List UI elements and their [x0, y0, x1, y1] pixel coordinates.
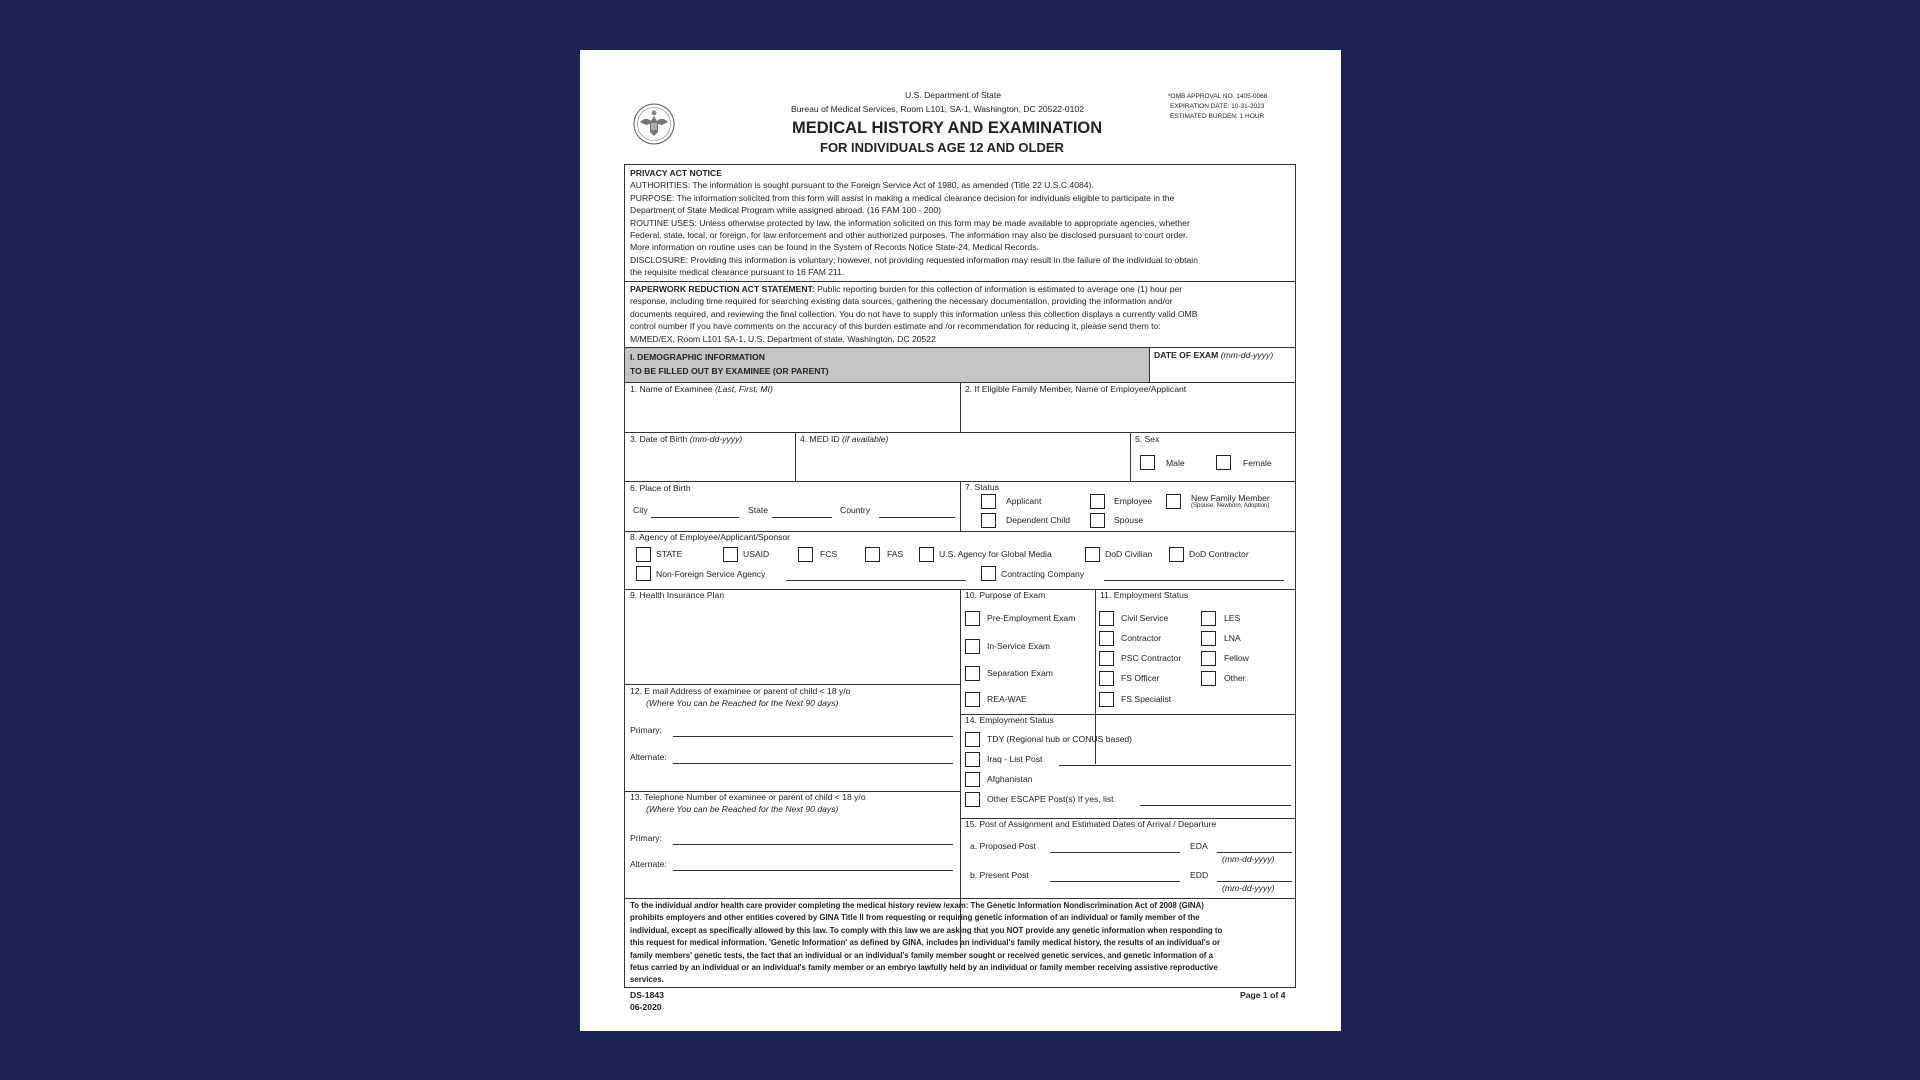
employee-name-label: 2. If Eligible Family Member, Name of Employee/Applicant [965, 384, 1187, 394]
privacy-line: ROUTINE USES: Unless otherwise protected by law, the information solicited on this form may be made available to appropriate agencies, whether [630, 217, 1190, 228]
rea-wae-checkbox[interactable] [965, 692, 980, 707]
state-input[interactable] [772, 517, 832, 518]
contractor-label: Contractor [1121, 633, 1162, 643]
spouse-checkbox[interactable] [1090, 513, 1105, 528]
privacy-act-notice [630, 167, 1290, 279]
email-alternate-input[interactable] [673, 763, 953, 764]
contractor-checkbox[interactable] [1099, 631, 1114, 646]
privacy-line: DISCLOSURE: Providing this information is voluntary; however, not providing requested information may result in the failure of the individual to obtain [630, 254, 1198, 265]
gina-line: services. [630, 975, 664, 985]
fs-officer-checkbox[interactable] [1099, 671, 1114, 686]
dependent-child-label: Dependent Child [1006, 515, 1071, 525]
paperwork-line: control number If you have comments on the accuracy of this burden estimate and /or recommendation for reducing it, please send them to: [630, 321, 1161, 332]
fellow-label: Fellow [1224, 653, 1249, 663]
paperwork-line: M/MED/EX, Room L101 SA-1, U.S. Department of state, Washington, DC 20522 [630, 333, 936, 344]
sex-label: 5. Sex [1135, 434, 1160, 444]
form-page [580, 50, 1341, 1031]
phone-alternate-input[interactable] [673, 870, 953, 871]
psc-contractor-checkbox[interactable] [1099, 651, 1114, 666]
gina-notice [630, 900, 1222, 987]
form-title: MEDICAL HISTORY AND EXAMINATION [792, 119, 1103, 137]
divider [624, 432, 1296, 433]
separation-label: Separation Exam [987, 668, 1053, 678]
fs-specialist-checkbox[interactable] [1099, 692, 1114, 707]
city-input[interactable] [651, 517, 739, 518]
post-assignment-label: 15. Post of Assignment and Estimated Dates of Arrival / Departure [965, 819, 1217, 829]
paperwork-line: response, including time required for searching existing data sources, gathering the necessary documentation, providing the information and/or [630, 296, 1173, 307]
divider [795, 432, 796, 481]
agency-fas-checkbox[interactable] [865, 547, 880, 562]
page-number: Page 1 of 4 [1240, 990, 1286, 1000]
present-post-input[interactable] [1050, 881, 1180, 882]
privacy-line: Department of State Medical Program while assigned abroad. (16 FAM 100 - 200) [630, 205, 941, 216]
status-label: 7. Status [965, 482, 999, 492]
paperwork-line: Public reporting burden for this collection of information is estimated to average one (1) hour per [817, 284, 1183, 294]
afghanistan-label: Afghanistan [987, 774, 1033, 784]
section-title: I. DEMOGRAPHIC INFORMATION [630, 352, 765, 362]
country-input[interactable] [879, 517, 955, 518]
civil-service-label: Civil Service [1121, 613, 1169, 623]
date-of-birth-label: 3. Date of Birth (mm-dd-yyyy) [630, 434, 743, 444]
non-foreign-agency-input[interactable] [786, 580, 966, 581]
in-service-label: In-Service Exam [987, 641, 1051, 651]
form-subtitle: FOR INDIVIDUALS AGE 12 AND OLDER [820, 140, 1064, 155]
new-family-member-checkbox[interactable] [1166, 494, 1181, 509]
non-foreign-agency-checkbox[interactable] [636, 566, 651, 581]
gina-line: individual, except as specifically allowed by this law. To comply with this law we are asking that you NOT provide any genetic information when responding to [630, 925, 1223, 935]
divider [1130, 432, 1131, 481]
agency-fas-label: FAS [887, 549, 904, 559]
divider [960, 589, 961, 948]
agency-state-checkbox[interactable] [636, 547, 651, 562]
eda-format-hint: (mm-dd-yyyy) [1222, 854, 1275, 864]
fs-specialist-label: FS Specialist [1121, 694, 1172, 704]
estimated-burden: ESTIMATED BURDEN: 1 HOUR [1170, 113, 1265, 120]
department-name: U.S. Department of State [905, 90, 1002, 100]
contracting-company-label: Contracting Company [1001, 569, 1085, 579]
agency-usagm-label: U.S. Agency for Global Media [939, 549, 1052, 559]
edd-format-hint: (mm-dd-yyyy) [1222, 883, 1275, 893]
lna-label: LNA [1224, 633, 1241, 643]
omb-approval: *OMB APPROVAL NO. 1405-0068 [1168, 93, 1268, 100]
paperwork-line: documents required, and reviewing the final collection. You do not have to supply this information unless this collection displays a currently valid OMB [630, 308, 1198, 319]
tdy-label: TDY (Regional hub or CONUS based) [987, 734, 1133, 744]
other-escape-input[interactable] [1140, 805, 1291, 806]
contracting-company-checkbox[interactable] [981, 566, 996, 581]
privacy-line: More information on routine uses can be found in the System of Records Notice State-24, Medical Records. [630, 242, 1039, 253]
phone-primary-label: Primary: [630, 833, 662, 843]
les-checkbox[interactable] [1201, 611, 1216, 626]
divider [624, 898, 1296, 899]
bureau-address: Bureau of Medical Services, Room L101, SA-1, Washington, DC 20522-0102 [791, 104, 1084, 114]
non-foreign-agency-label: Non-Foreign Service Agency [656, 569, 766, 579]
dependent-child-checkbox[interactable] [981, 513, 996, 528]
country-label: Country [840, 505, 871, 515]
applicant-label: Applicant [1006, 496, 1042, 506]
email-primary-input[interactable] [673, 736, 953, 737]
civil-service-checkbox[interactable] [1099, 611, 1114, 626]
health-insurance-label: 9. Health Insurance Plan [630, 590, 725, 600]
female-label: Female [1243, 458, 1272, 468]
expiration-date: EXPIRATION DATE: 10-31-2023 [1170, 103, 1265, 110]
agency-fcs-checkbox[interactable] [798, 547, 813, 562]
afghanistan-checkbox[interactable] [965, 772, 980, 787]
fellow-checkbox[interactable] [1201, 651, 1216, 666]
gina-line: To the individual and/or health care provider completing the medical history review /exam: The Genetic Information Nondiscrimination Act of 2008 (GINA) [630, 901, 1204, 910]
agency-usagm-checkbox[interactable] [919, 547, 934, 562]
employee-label: Employee [1114, 496, 1153, 506]
email-primary-label: Primary: [630, 725, 662, 735]
phone-alternate-label: Alternate: [630, 859, 667, 869]
applicant-checkbox[interactable] [981, 494, 996, 509]
city-label: City [633, 505, 648, 515]
telephone-label: 13. Telephone Number of examinee or parent of child < 18 y/o [630, 792, 866, 802]
divider [624, 281, 1296, 282]
proposed-post-input[interactable] [1050, 852, 1180, 853]
date-of-exam-label[interactable]: DATE OF EXAM (mm-dd-yyyy) [1154, 350, 1274, 360]
divider [624, 684, 960, 685]
employment-status-label: 11. Employment Status [1100, 590, 1189, 600]
male-checkbox[interactable] [1140, 455, 1155, 470]
field14-label: 14. Employment Status [965, 715, 1054, 725]
iraq-checkbox[interactable] [965, 752, 980, 767]
edd-label: EDD [1190, 870, 1209, 880]
privacy-line: Federal, state, local, or foreign, for law enforcement and other authorized purposes. The information may also be disclosed pursuant to court order. [630, 230, 1188, 241]
present-post-label: b. Present Post [970, 870, 1029, 880]
divider [1149, 348, 1150, 382]
section-subtitle: TO BE FILLED OUT BY EXAMINEE (OR PARENT) [630, 366, 829, 376]
agency-state-label: STATE [656, 549, 683, 559]
privacy-line: AUTHORITIES: The information is sought pursuant to the Foreign Service Act of 1980, as amended (Title 22 U.S.C.4084). [630, 180, 1094, 191]
gina-line: fetus carried by an individual or an individual's family member or an embryo lawfully held by an individual or family member receiving assistive reproductive [630, 963, 1218, 973]
email-alternate-label: Alternate: [630, 752, 667, 762]
agency-fcs-label: FCS [820, 549, 838, 559]
divider [960, 382, 961, 432]
other-escape-checkbox[interactable] [965, 792, 980, 807]
other-label: Other [1224, 673, 1246, 683]
les-label: LES [1224, 613, 1241, 623]
spouse-label: Spouse [1114, 515, 1144, 525]
gina-line: family members' genetic tests, the fact that an individual or an individual's family member sought or received genetic services, and genetic information of a [630, 950, 1213, 960]
agency-dod-civilian-label: DoD Civilian [1105, 549, 1153, 559]
proposed-post-label: a. Proposed Post [970, 841, 1036, 851]
psc-contractor-label: PSC Contractor [1121, 653, 1182, 663]
divider [960, 481, 961, 531]
gina-line: this request for medical information. 'Genetic Information' as defined by GINA, includes an individual's family medical history, the results of an individual's or [630, 938, 1221, 948]
agency-dod-contractor-label: DoD Contractor [1189, 549, 1249, 559]
state-label: State [748, 505, 769, 515]
name-of-examinee-label: 1. Name of Examinee (Last, First, MI) [630, 384, 773, 394]
iraq-post-input[interactable] [1059, 765, 1291, 766]
rea-wae-label: REA-WAE [987, 694, 1027, 704]
privacy-line: the requisite medical clearance pursuant to 16 FAM 211. [630, 267, 845, 278]
paperwork-statement [630, 283, 1292, 345]
med-id-label: 4. MED ID (if available) [800, 434, 889, 444]
privacy-heading: PRIVACY ACT NOTICE [630, 168, 722, 178]
eda-label: EDA [1190, 841, 1208, 851]
agency-usaid-checkbox[interactable] [723, 547, 738, 562]
email-hint: (Where You can be Reached for the Next 90 days) [646, 698, 839, 708]
other-checkbox[interactable] [1201, 671, 1216, 686]
in-service-checkbox[interactable] [965, 639, 980, 654]
pre-employment-checkbox[interactable] [965, 611, 980, 626]
agency-dod-civilian-checkbox[interactable] [1085, 547, 1100, 562]
place-of-birth-label: 6. Place of Birth [630, 483, 691, 493]
male-label: Male [1166, 458, 1185, 468]
contracting-company-input[interactable] [1104, 580, 1284, 581]
iraq-label: Iraq - List Post [987, 754, 1043, 764]
new-family-member-hint: (Spouse, Newborn, Adoption) [1191, 503, 1270, 509]
employee-checkbox[interactable] [1090, 494, 1105, 509]
female-checkbox[interactable] [1216, 455, 1231, 470]
separation-checkbox[interactable] [965, 666, 980, 681]
tdy-checkbox[interactable] [965, 732, 980, 747]
email-label: 12. E mail Address of examinee or parent of child < 18 y/o [630, 686, 851, 696]
agency-dod-contractor-checkbox[interactable] [1169, 547, 1184, 562]
edd-input[interactable] [1217, 881, 1292, 882]
telephone-hint: (Where You can be Reached for the Next 90 days) [646, 804, 839, 814]
gina-line: prohibits employers and other entities covered by GINA Title II from requesting or requiring genetic information of an individual or family member of the [630, 913, 1200, 923]
form-number: DS-1843 [630, 990, 664, 1000]
purpose-of-exam-label: 10. Purpose of Exam [965, 590, 1046, 600]
agency-usaid-label: USAID [743, 549, 770, 559]
fs-officer-label: FS Officer [1121, 673, 1160, 683]
form-date: 06-2020 [630, 1002, 662, 1012]
privacy-line: PURPOSE: The information solicited from this form will assist in making a medical clearance decision for individuals eligible to participate in the [630, 192, 1175, 203]
other-escape-label: Other ESCAPE Post(s) If yes, list [987, 794, 1114, 804]
eda-input[interactable] [1217, 852, 1292, 853]
paperwork-heading: PAPERWORK REDUCTION ACT STATEMENT: [630, 284, 815, 294]
new-family-member-label: New Family Member [1191, 493, 1270, 503]
phone-primary-input[interactable] [673, 844, 953, 845]
lna-checkbox[interactable] [1201, 631, 1216, 646]
state-department-seal-icon [632, 102, 676, 146]
agency-label: 8. Agency of Employee/Applicant/Sponsor [630, 532, 791, 542]
pre-employment-label: Pre-Employment Exam [987, 613, 1076, 623]
